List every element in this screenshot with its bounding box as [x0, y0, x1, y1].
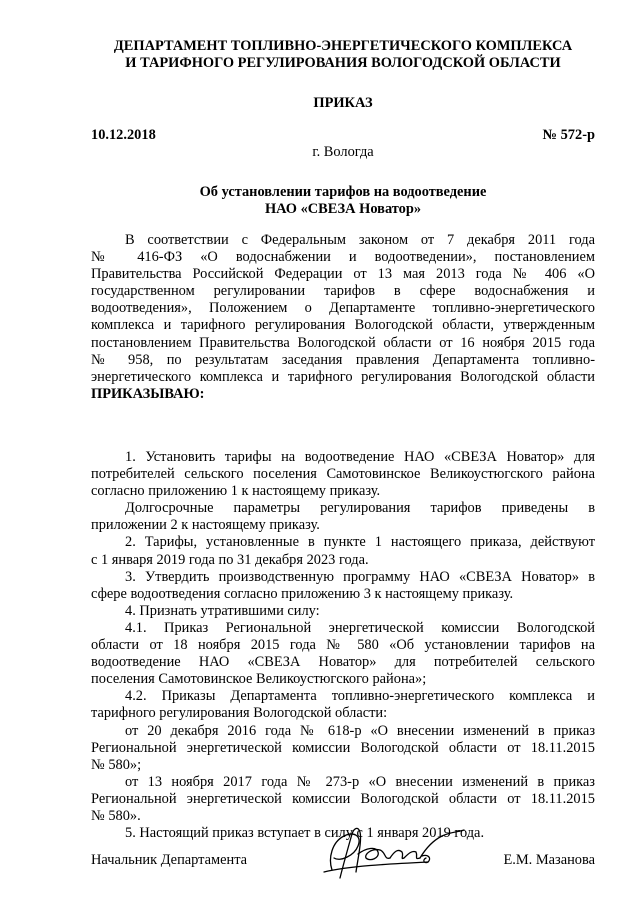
text-line: В соответствии с Федеральным законом от 7 декабря 2011 года — [125, 232, 595, 248]
city: г. Вологда — [312, 144, 374, 160]
text-line: комплекса и тарифного регулирования Вологодской области, утвержденным — [91, 317, 595, 334]
text-line: Долгосрочные параметры регулирования тарифов приведены в — [125, 500, 595, 517]
order-word: ПРИКАЗЫВАЮ: — [91, 385, 205, 402]
clause-4-2-a — [91, 723, 595, 774]
title-line: Об установлении тарифов на водоотведение — [199, 184, 487, 200]
text-line: 5. Настоящий приказ вступает в силу с 1 января 2019 года. — [125, 825, 485, 842]
text-line: водоотведения», Положением о Департаменте топливно-энергетического — [91, 300, 595, 317]
clause-4 — [91, 603, 595, 620]
text-line: поселения Самотовинское Великоустюгского района»; — [91, 671, 427, 688]
text-line: № 580». — [91, 807, 141, 824]
signatory-position: Начальник Департамента — [91, 852, 248, 868]
handwritten-signature — [318, 818, 478, 888]
document-type: ПРИКАЗ — [313, 95, 373, 111]
text-line: области от 18 ноября 2015 года № 580 «Об установлении тарифов на — [91, 637, 595, 654]
text-line: 1. Установить тарифы на водоотведение НАО «СВЕЗА Новатор» для — [125, 449, 595, 465]
clause-4-1 — [91, 620, 595, 688]
text-line: № 958, по результатам заседания правления Департамента топливно- — [91, 351, 595, 368]
text-line: водоотведение НАО «СВЕЗА Новатор» для потребителей сельского — [91, 654, 595, 671]
text-line: 3. Утвердить производственную программу НАО «СВЕЗА Новатор» в — [125, 568, 595, 585]
clause-2 — [91, 534, 595, 568]
text-line: 4. Признать утратившими силу: — [125, 602, 320, 619]
text-line: от 13 ноября 2017 года № 273-р «О внесении изменений в приказ — [125, 773, 595, 790]
clause-3 — [91, 569, 595, 603]
order-date: 10.12.2018 — [91, 127, 156, 143]
text-line: от 20 декабря 2016 года № 618-р «О внесении изменений в приказ — [125, 722, 595, 739]
signatory-name: Е.М. Мазанова — [503, 852, 595, 868]
text-line: сфере водоотведения согласно приложению 3 к настоящему приказу. — [91, 585, 514, 602]
text-line: № 416-ФЗ «О водоснабжении и водоотведении», постановлением — [91, 249, 595, 266]
order-title — [91, 184, 595, 218]
text-line: с 1 января 2019 года по 31 декабря 2023 года. — [91, 551, 369, 568]
clause-1 — [91, 449, 595, 500]
text-line: Региональной энергетической комиссии Вологодской области от 18.11.2015 — [91, 739, 595, 756]
clauses — [91, 449, 595, 842]
text-line: приложении 2 к настоящему приказу. — [91, 517, 320, 534]
order-number: № 572-р — [542, 127, 595, 143]
department-line: ДЕПАРТАМЕНТ ТОПЛИВНО-ЭНЕРГЕТИЧЕСКОГО КОМПЛЕКСА — [113, 38, 573, 54]
text-line: № 580»; — [91, 756, 142, 773]
text-line: тарифного регулирования Вологодской области: — [91, 705, 388, 722]
department-header — [80, 38, 606, 72]
department-line: И ТАРИФНОГО РЕГУЛИРОВАНИЯ ВОЛОГОДСКОЙ ОБЛАСТИ — [125, 55, 561, 72]
text-line: 4.1. Приказ Региональной энергетической комиссии Вологодской — [125, 619, 595, 636]
text-line: согласно приложению 1 к настоящему приказу. — [91, 483, 381, 500]
text-line: Региональной энергетической комиссии Вологодской области от 18.11.2015 — [91, 790, 595, 807]
text-line: Правительства Российской Федерации от 13 мая 2013 года № 406 «О — [91, 266, 595, 283]
clause-4-2 — [91, 688, 595, 722]
text-line: потребителей сельского поселения Самотовинское Великоустюгского района — [91, 466, 595, 483]
title-line: НАО «СВЕЗА Новатор» — [264, 201, 422, 218]
text-line: 4.2. Приказы Департамента топливно-энергетического комплекса и — [125, 688, 595, 705]
preamble-paragraph — [91, 232, 595, 403]
text-line: государственном регулировании тарифов в сфере водоснабжения и — [91, 283, 595, 300]
text-line: энергетического комплекса и тарифного регулирования Вологодской области — [91, 368, 595, 385]
text-line: 2. Тарифы, установленные в пункте 1 настоящего приказа, действуют — [125, 534, 595, 551]
clause-1-params — [91, 500, 595, 534]
text-line: постановлением Правительства Вологодской области от 16 ноября 2015 года — [91, 334, 595, 351]
